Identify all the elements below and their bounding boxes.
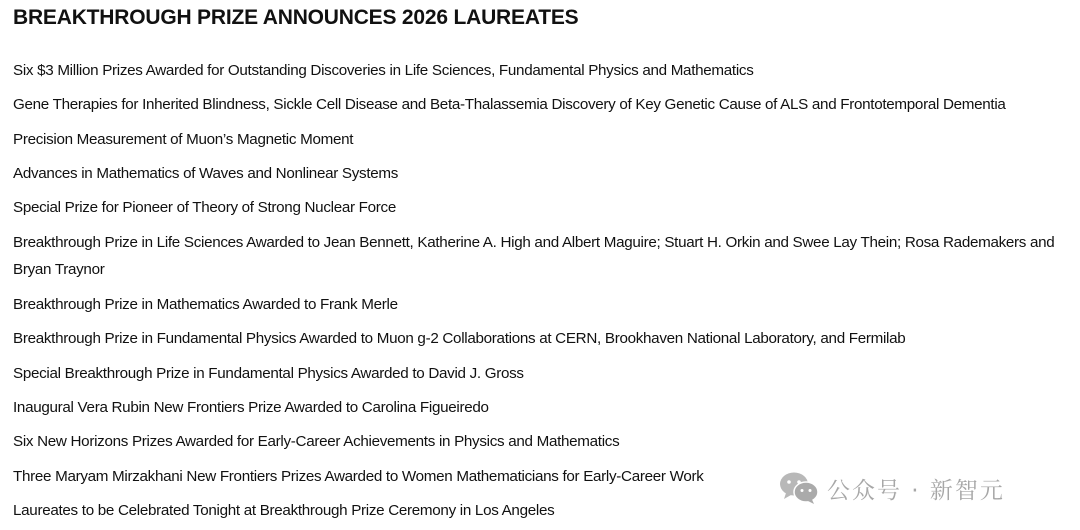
wechat-icon	[779, 471, 819, 505]
watermark	[779, 470, 1005, 506]
headline-line: Special Prize for Pioneer of Theory of Strong Nuclear Force	[13, 199, 396, 216]
headline-line: Laureates to be Celebrated Tonight at Breakthrough Prize Ceremony in Los Angeles	[13, 502, 555, 519]
watermark-text: 公众号 · 新智元	[827, 477, 1005, 504]
headline-line: Gene Therapies for Inherited Blindness, Sickle Cell Disease and Beta-Thalassemia Discovery of Key Genetic Cause of ALS and Frontotemporal Dementia	[13, 96, 1006, 113]
headline-line: Inaugural Vera Rubin New Frontiers Prize Awarded to Carolina Figueiredo	[13, 399, 489, 416]
headline-line: Precision Measurement of Muon’s Magnetic Moment	[13, 131, 354, 148]
headline-line: Advances in Mathematics of Waves and Nonlinear Systems	[13, 165, 399, 182]
headline-line: Six $3 Million Prizes Awarded for Outstanding Discoveries in Life Sciences, Fundamental Physics and Mathematics	[13, 62, 754, 79]
page-title: BREAKTHROUGH PRIZE ANNOUNCES 2026 LAUREATES	[13, 6, 579, 29]
headline-line: Breakthrough Prize in Mathematics Awarded to Frank Merle	[13, 296, 398, 313]
headline-line: Six New Horizons Prizes Awarded for Early-Career Achievements in Physics and Mathematics	[13, 433, 620, 450]
headline-line: Breakthrough Prize in Life Sciences Awarded to Jean Bennett, Katherine A. High and Albert Maguire; Stuart H. Orkin and Swee Lay Thein; Rosa Rademakers and	[13, 234, 1055, 251]
headline-line: Breakthrough Prize in Fundamental Physics Awarded to Muon g-2 Collaborations at CERN, Brookhaven National Laboratory, and Fermilab	[13, 330, 906, 347]
headline-line-continued: Bryan Traynor	[13, 261, 105, 278]
headline-line: Three Maryam Mirzakhani New Frontiers Prizes Awarded to Women Mathematicians for Early-Career Work	[13, 468, 704, 485]
headline-line: Special Breakthrough Prize in Fundamental Physics Awarded to David J. Gross	[13, 365, 524, 382]
